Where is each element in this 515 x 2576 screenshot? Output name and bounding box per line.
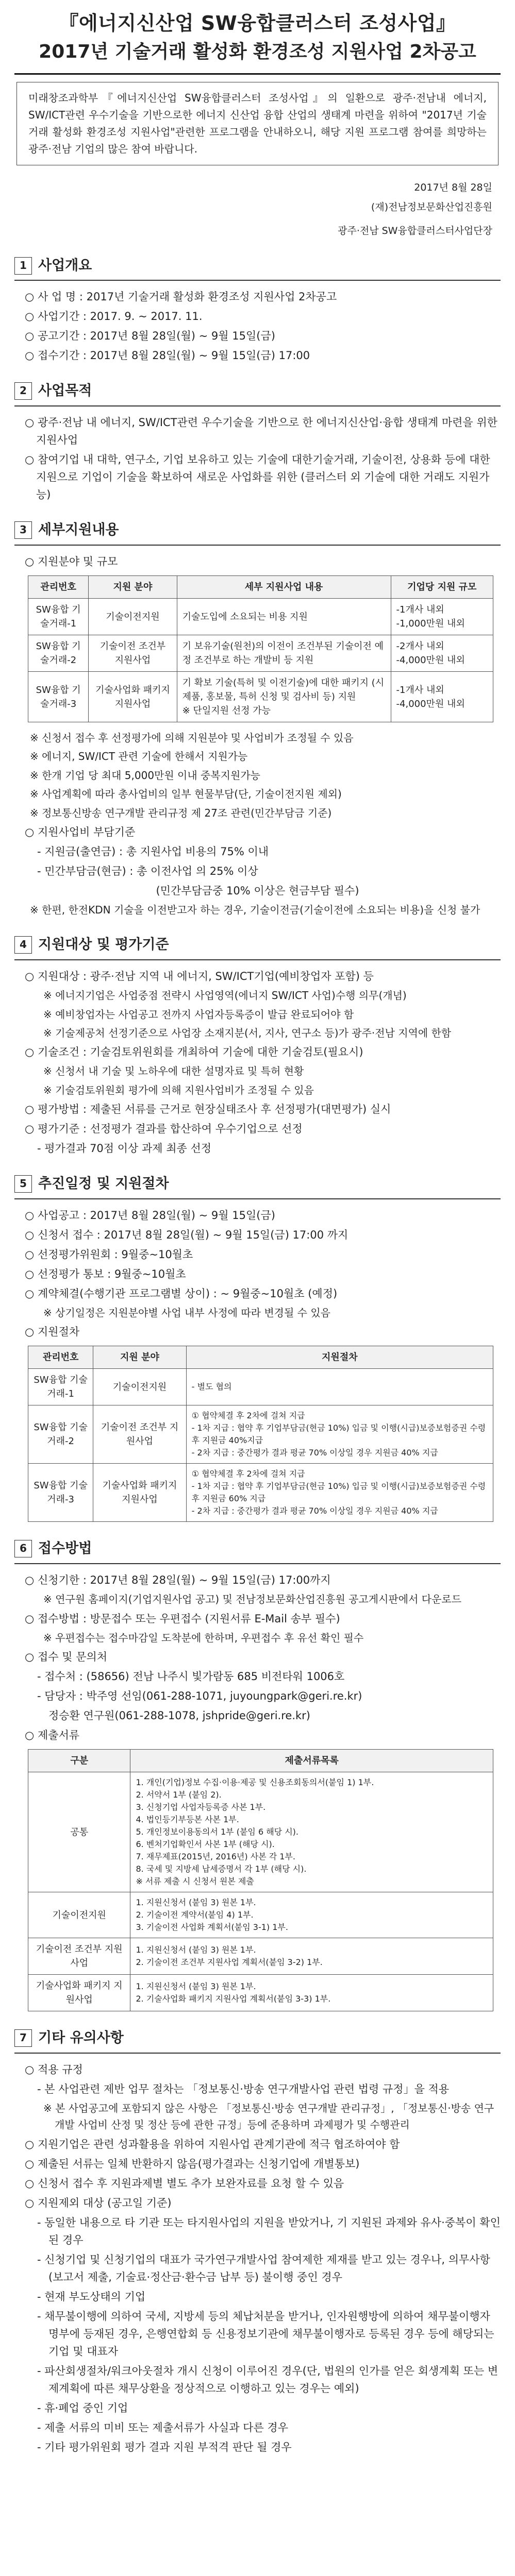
column-header: 지원 분야: [89, 576, 177, 599]
note-item: ※ 예비창업자는 사업공고 전까지 사업자등록증이 발급 완료되어야 함: [43, 1008, 354, 1021]
section-header: [14, 1537, 501, 1564]
table-row: [28, 672, 493, 722]
section-header: [14, 1173, 501, 1199]
note-item: ※ 우편접수는 접수마감일 도착분에 한하며, 우편접수 후 유선 확인 필수: [43, 1631, 364, 1644]
cell-line: -1,000만원 내외: [396, 618, 465, 630]
table-cell: [186, 1405, 493, 1464]
table-cell: 기술사업화 패키지 지원사업: [28, 1975, 130, 2011]
table-cell: [130, 1975, 493, 2011]
table-cell: SW융합 기술거래-2: [28, 1405, 93, 1464]
list-item: ○ 신청기한 : 2017년 8월 28일(월) ~ 9월 15일(금) 17:00까지: [25, 1574, 331, 1587]
table-cell: 기술이전 조건부 지원사업: [93, 1405, 186, 1464]
table-row: [28, 1405, 493, 1464]
cell-line: -4,000만원 내외: [396, 655, 465, 666]
note-item: ※ 기술검토위원회 평가에 의해 지원사업비가 조정될 수 있음: [43, 1083, 314, 1096]
cell-line: -4,000만원 내외: [396, 698, 465, 709]
list-item: ○ 지원분야 및 규모: [25, 555, 118, 568]
section-title: 접수방법: [38, 1540, 92, 1557]
cell-line: -1개사 내외: [396, 684, 444, 696]
list-item: - 신청기업 및 신청기업의 대표가 국가연구개발사업 참여제한 제재를 받고 있는 경우나, 의무사항(보고서 제출, 기술료·정산금·환수금 납부 등) 불이행 중인 경우: [37, 2253, 490, 2283]
table-cell: [177, 599, 391, 635]
cell-line: 7. 재무제표(2015년, 2016년) 사본 각 1부.: [136, 1852, 295, 1862]
section-support-details: [14, 519, 501, 918]
cell-line: 2. 기술사업화 패키지 지원사업 계획서(붙임 3-3) 1부.: [136, 1994, 331, 2004]
section-title: 사업목적: [38, 383, 92, 399]
section-header: [14, 519, 501, 546]
page-subtitle: 2017년 기술거래 활성화 환경조성 지원사업 2차공고: [39, 41, 476, 63]
cell-line: 2. 서약서 1부 (붙임 2).: [136, 1790, 222, 1800]
column-header: 지원절차: [186, 1346, 493, 1369]
cell-line: 3. 기술이전 사업화 계획서(붙임 3-1) 1부.: [136, 1922, 288, 1933]
intro-box: 미래창조과학부『에너지신산업 SW융합클러스터 조성사업』의 일환으로 광주·전남내 에너지, SW/ICT관련 우수기술을 기반으로한 에너지 신산업 융합 산업의 생태계 마련을 위하여 "2017년 기술거래 활성화 환경조성 지원사업"관련한 프로그램을 안내하오니, 해당 지원 프로그램 참여를 희망하는 광주·전남 기업의 많은 참여 바랍니다.: [16, 82, 499, 165]
note-item: ※ 한편, 한전KDN 기술을 이전받고자 하는 경우, 기술이전금(기술이전에 소요되는 비용)을 신청 불가: [30, 904, 480, 917]
table-row: [28, 1464, 493, 1522]
list-item: ○ 지원사업비 부담기준: [25, 825, 136, 838]
table-header-row: [28, 1750, 493, 1772]
section-schedule: [14, 1173, 501, 1522]
column-header: 제출서류목록: [130, 1750, 493, 1772]
table-cell: 기술이전지원: [28, 1892, 130, 1938]
table-row: [28, 1975, 493, 2011]
header: [14, 10, 501, 75]
list-item: ○ 기술조건 : 기술검토위원회를 개최하여 기술에 대한 기술검토(필요시): [25, 1046, 363, 1059]
note-item: ※ 기술제공처 선정기준으로 사업장 소재지분(서, 지사, 연구소 등)가 광주·전남 지역에 한함: [43, 1026, 452, 1039]
list-item: - 지원금(출연금) : 총 지원사업 비용의 75% 이내: [37, 845, 269, 858]
table-row: [28, 1369, 493, 1405]
note-item: ※ 신청서 내 기술 및 노하우에 대한 설명자료 및 특허 현황: [43, 1065, 304, 1078]
section-application: [14, 1537, 501, 2011]
table-cell: [391, 672, 493, 722]
list-item: - 평가결과 70점 이상 과제 최종 선정: [37, 1142, 212, 1155]
column-header: 관리번호: [28, 576, 89, 599]
table-cell: 공통: [28, 1772, 130, 1892]
list-item: ○ 광주·전남 내 에너지, SW/ICT관련 우수기술을 기반으로 한 에너지신산업·융합 생태계 마련을 위한 지원사업: [25, 416, 497, 447]
table-cell: [391, 599, 493, 635]
note-item: ※ 에너지기업은 사업중점 전략시 사업영역(에너지 SW/ICT 사업)수행 의무(개념): [43, 989, 407, 1002]
table-cell: 기술사업화 패키지 지원사업: [89, 672, 177, 722]
cell-line: ① 협약체결 후 2차에 걸쳐 지급: [191, 1411, 305, 1421]
section-number: 6: [14, 1540, 32, 1557]
section-title: 세부지원내용: [38, 522, 119, 538]
list-item: - 담당자 : 박주영 선임(061-288-1071, juyoungpark@geri.re.kr): [37, 1689, 362, 1702]
cell-line: 6. 벤처기업확인서 사본 1부 (해당 시).: [136, 1839, 275, 1850]
issue-org: (재)전남정보문화산업진흥원: [371, 201, 492, 213]
section-number: 5: [14, 1175, 32, 1193]
list-item: - 기타 평가위원회 평가 결과 지원 부적격 판단 될 경우: [37, 2441, 292, 2453]
cell-line: -1개사 내외: [396, 604, 444, 616]
note-item: ※ 연구원 홈페이지(기업지원사업 공고) 및 전남정보문화산업진흥원 공고게시판에서 다운로드: [43, 1593, 462, 1606]
cell-line: ※ 단일지원 선정 가능: [182, 705, 271, 717]
list-item: - 동일한 내용으로 타 기관 또는 타지원사업의 지원을 받았거나, 기 지원된 과제와 유사·중복이 확인된 경우: [37, 2216, 501, 2246]
column-header: 세부 지원사업 내용: [177, 576, 391, 599]
cell-line: - 2차 지급 : 중간평가 결과 평균 70% 이상일 경우 지원금 40% 지급: [191, 1506, 438, 1516]
list-item: ○ 지원절차: [25, 1326, 80, 1338]
list-item: ○ 사업기간 : 2017. 9. ~ 2017. 11.: [25, 310, 203, 323]
list-item: ○ 신청서 접수 후 지원과제별 별도 추가 보완자료를 요청 할 수 있음: [25, 2177, 344, 2190]
cell-line: ① 협약체결 후 2차에 걸쳐 지급: [191, 1469, 305, 1479]
section-number: 1: [14, 257, 32, 275]
list-item: ○ 지원대상 : 광주·전남 지역 내 에너지, SW/ICT기업(예비창업자 포함) 등: [25, 970, 374, 983]
list-item: ○ 계약체결(수행기관 프로그램별 상이) : ~ 9월중~10월초 (예정): [25, 1287, 338, 1300]
cell-line: ※ 서류 제출 시 신청서 원본 제출: [136, 1876, 254, 1887]
cell-line: 1. 지원신청서 (붙임 3) 원본 1부.: [136, 1945, 256, 1955]
list-item: ○ 지원기업은 관련 성과활용을 위하여 지원사업 관계기관에 적극 협조하여야 함: [25, 2138, 400, 2150]
table-cell: [186, 1464, 493, 1522]
table-cell: 기술사업화 패키지 지원사업: [93, 1464, 186, 1522]
table-row: [28, 599, 493, 635]
section-overview: [14, 255, 501, 365]
section-title: 기타 유의사항: [38, 2030, 124, 2046]
note-item: ※ 정보통신방송 연구개발 관리규정 제 27조 관련(민간부담금 기준): [30, 806, 332, 819]
section-number: 4: [14, 936, 32, 954]
cell-line: 기술도입에 소요되는 비용 지원: [182, 611, 308, 622]
cell-line: - 1차 지급 : 협약 후 기업부담금(현금 10%) 입금 및 이행(시급)보증보험증권 수령 후 지원금 40%지급: [191, 1423, 486, 1446]
list-item: - 민간부담금(현금) : 총 이전사업 의 25% 이상: [37, 865, 258, 877]
list-item: ○ 선정평가 통보 : 9월중~10월초: [25, 1267, 186, 1280]
table-cell: [186, 1369, 493, 1405]
issue-signer: 광주·전남 SW융합클러스터사업단장: [338, 225, 492, 236]
table-row: [28, 1772, 493, 1892]
section-number: 7: [14, 2029, 32, 2047]
section-number: 3: [14, 521, 32, 539]
cell-line: 1. 개인(기업)정보 수집·이용·제공 및 신용조회동의서(붙임 1) 1부.: [136, 1777, 374, 1788]
table-cell: SW융합 기술거래-1: [28, 599, 89, 635]
section-header: [14, 380, 501, 406]
list-item: ○ 접수 및 문의처: [25, 1650, 108, 1663]
list-item: ○ 신청서 접수 : 2017년 8월 28일(월) ~ 9월 15일(금) 17:00 까지: [25, 1228, 348, 1241]
table-row: [28, 1938, 493, 1975]
cell-line: 기 확보 기술(특허 및 이전기술)에 대한 패키지 (시제품, 홍보물, 특허 신청 및 검사비 등) 지원: [182, 677, 385, 703]
list-item: ○ 평가방법 : 제출된 서류를 근거로 현장실태조사 후 선정평가(대면평가) 실시: [25, 1103, 391, 1116]
section-header: [14, 2027, 501, 2054]
support-scale-table: [28, 575, 493, 722]
note-item: ※ 에너지, SW/ICT 관련 기술에 한해서 지원가능: [30, 750, 248, 763]
list-item: - 채무불이행에 의하여 국세, 지방세 등의 체납처분을 받거나, 인자원행방에 의하여 채무불이행자 명부에 등재된 경우, 은행연합회 등 신용정보기관에 채무불이행자로 등록된 경우 등에 해당되는 기업 및 대표자: [37, 2310, 494, 2358]
cell-line: - 별도 협의: [191, 1382, 232, 1392]
list-item: ○ 선정평가위원회 : 9월중~10월초: [25, 1248, 193, 1261]
list-item: ○ 접수기간 : 2017년 8월 28일(월) ~ 9월 15일(금) 17:00: [25, 349, 310, 362]
table-cell: [130, 1892, 493, 1938]
list-item: - 파산회생절차/워크아웃절차 개시 신청이 이루어진 경우(단, 법원의 인가를 얻은 회생계획 또는 변제계획에 따른 채무상환을 정상적으로 이행하고 있는 경우는 예외): [37, 2364, 499, 2395]
documents-table: [28, 1749, 493, 2011]
table-cell: SW융합 기술거래-3: [28, 1464, 93, 1522]
column-header: 관리번호: [28, 1346, 93, 1369]
section-eligibility: [14, 934, 501, 1157]
table-cell: 기술이전지원: [89, 599, 177, 635]
list-item: ○ 참여기업 내 대학, 연구소, 기업 보유하고 있는 기술에 대한기술거래, 기술이전, 상용화 등에 대한 지원으로 기업이 기술을 확보하여 새로운 사업화를 위한 (클러스터 외 기술에 대한 거래도 지원가능): [25, 453, 490, 501]
cell-line: 1. 지원신청서 (붙임 3) 원본 1부.: [136, 1897, 256, 1908]
page-title: 『에너지신산업 SW융합클러스터 조성사업』: [59, 12, 456, 35]
list-item: ○ 적용 규정: [25, 2063, 83, 2076]
section-header: [14, 255, 501, 281]
cell-line: - 2차 지급 : 중간평가 결과 평균 70% 이상일 경우 지원금 40% 지급: [191, 1448, 438, 1458]
cell-line: 1. 지원신청서 (붙임 3) 원본 1부.: [136, 1981, 256, 1992]
list-item: ○ 접수방법 : 방문접수 또는 우편접수 (지원서류 E-Mail 송부 필수): [25, 1612, 340, 1625]
cell-line: 2. 기술이전 조건부 지원사업 계획서(붙임 3-2) 1부.: [136, 1957, 323, 1968]
cell-line: 5. 개인정보이용동의서 1부 (붙임 6 해당 시).: [136, 1827, 298, 1837]
section-purpose: [14, 380, 501, 503]
column-header: 지원 분야: [93, 1346, 186, 1369]
table-header-row: [28, 576, 493, 599]
list-item: ○ 제출서류: [25, 1729, 80, 1742]
table-cell: [177, 672, 391, 722]
table-row: [28, 635, 493, 672]
note-item: ※ 신청서 접수 후 선정평가에 의해 지원분야 및 사업비가 조정될 수 있음: [30, 732, 354, 744]
table-cell: [391, 635, 493, 672]
cell-line: 8. 국세 및 지방세 납세증명서 각 1부 (해당 시).: [136, 1864, 307, 1874]
table-cell: [177, 635, 391, 672]
note-item: ※ 상기일정은 지원분야별 사업 내부 사정에 따라 변경될 수 있음: [43, 1307, 330, 1319]
table-cell: SW융합 기술거래-3: [28, 672, 89, 722]
table-cell: SW융합 기술거래-2: [28, 635, 89, 672]
table-cell: SW융합 기술거래-1: [28, 1369, 93, 1405]
table-cell: 기술이전 조건부 지원사업: [28, 1938, 130, 1975]
center-note: (민간부담금중 10% 이상은 현금부담 필수): [156, 885, 359, 897]
section-title: 추진일정 및 지원절차: [38, 1176, 169, 1192]
list-item: - 접수처 : (58656) 전남 나주시 빛가람동 685 비전타워 1006호: [37, 1670, 345, 1683]
issue-block: [14, 178, 492, 217]
cell-line: -2개사 내외: [396, 641, 444, 652]
list-item: ○ 사업공고 : 2017년 8월 28일(월) ~ 9월 15일(금): [25, 1209, 275, 1222]
table-cell: 기술이전지원: [93, 1369, 186, 1405]
list-item: ○ 공고기간 : 2017년 8월 28일(월) ~ 9월 15일(금): [25, 330, 275, 343]
note-item: ※ 사업계획에 따라 총사업비의 일부 현물부담(단, 기술이전지원 제외): [30, 788, 342, 801]
title-divider: [14, 73, 501, 75]
cell-line: 기 보유기술(원천)의 이전이 조건부된 기술이전 예정 조건부로 하는 개발비 등 지원: [182, 641, 384, 666]
list-item: ○ 평가기준 : 선정평가 결과를 합산하여 우수기업으로 선정: [25, 1123, 303, 1136]
list-item: ○ 지원제외 대상 (공고일 기준): [25, 2196, 172, 2209]
column-header: 구분: [28, 1750, 130, 1772]
section-notices: [14, 2027, 501, 2456]
cell-line: 2. 기술이전 계약서(붙임 4) 1부.: [136, 1910, 254, 1920]
note-item: ※ 본 사업공고에 포함되지 않은 사항은 「정보통신·방송 연구개발 관리규정」, 「정보통신·방송 연구개발 사업비 산정 및 정산 등에 관한 규정」등에 준용하며 과제평가 및 수행관리: [43, 2102, 494, 2131]
procedure-table: [28, 1346, 493, 1522]
list-item: 정승환 연구원(061-288-1078, jshpride@geri.re.kr): [48, 1709, 310, 1722]
cell-line: - 1차 지급 : 협약 후 기업부담금(현금 10%) 입금 및 이행(시급)보증보험증권 수령 후 지원금 60% 지급: [191, 1481, 486, 1504]
section-title: 지원대상 및 평가기준: [38, 937, 169, 953]
table-row: [28, 1892, 493, 1938]
list-item: - 본 사업관련 제반 업무 절차는 「정보통신·방송 연구개발사업 관련 법령 규정」을 적용: [37, 2082, 450, 2095]
section-title: 사업개요: [38, 257, 92, 274]
list-item: - 휴·폐업 중인 기업: [37, 2401, 128, 2414]
list-item: ○ 사 업 명 : 2017년 기술거래 활성화 환경조성 지원사업 2차공고: [25, 291, 337, 303]
column-header: 기업당 지원 규모: [391, 576, 493, 599]
section-header: [14, 934, 501, 960]
table-cell: [130, 1772, 493, 1892]
table-cell: [130, 1938, 493, 1975]
section-number: 2: [14, 382, 32, 400]
issue-date: 2017년 8월 28일: [414, 181, 492, 193]
note-item: ※ 한개 기업 당 최대 5,000만원 이내 중복지원가능: [30, 769, 260, 782]
list-item: - 현재 부도상태의 기업: [37, 2290, 146, 2303]
cell-line: 3. 신청기업 사업자등록증 사본 1부.: [136, 1802, 266, 1812]
list-item: ○ 제출된 서류는 일체 반환하지 않음(평가결과는 신청기업에 개별통보): [25, 2157, 360, 2170]
table-cell: 기술이전 조건부 지원사업: [89, 635, 177, 672]
list-item: - 제출 서류의 미비 또는 제출서류가 사실과 다른 경우: [37, 2421, 288, 2434]
cell-line: 4. 법인등기부등본 사본 1부.: [136, 1815, 239, 1825]
table-header-row: [28, 1346, 493, 1369]
